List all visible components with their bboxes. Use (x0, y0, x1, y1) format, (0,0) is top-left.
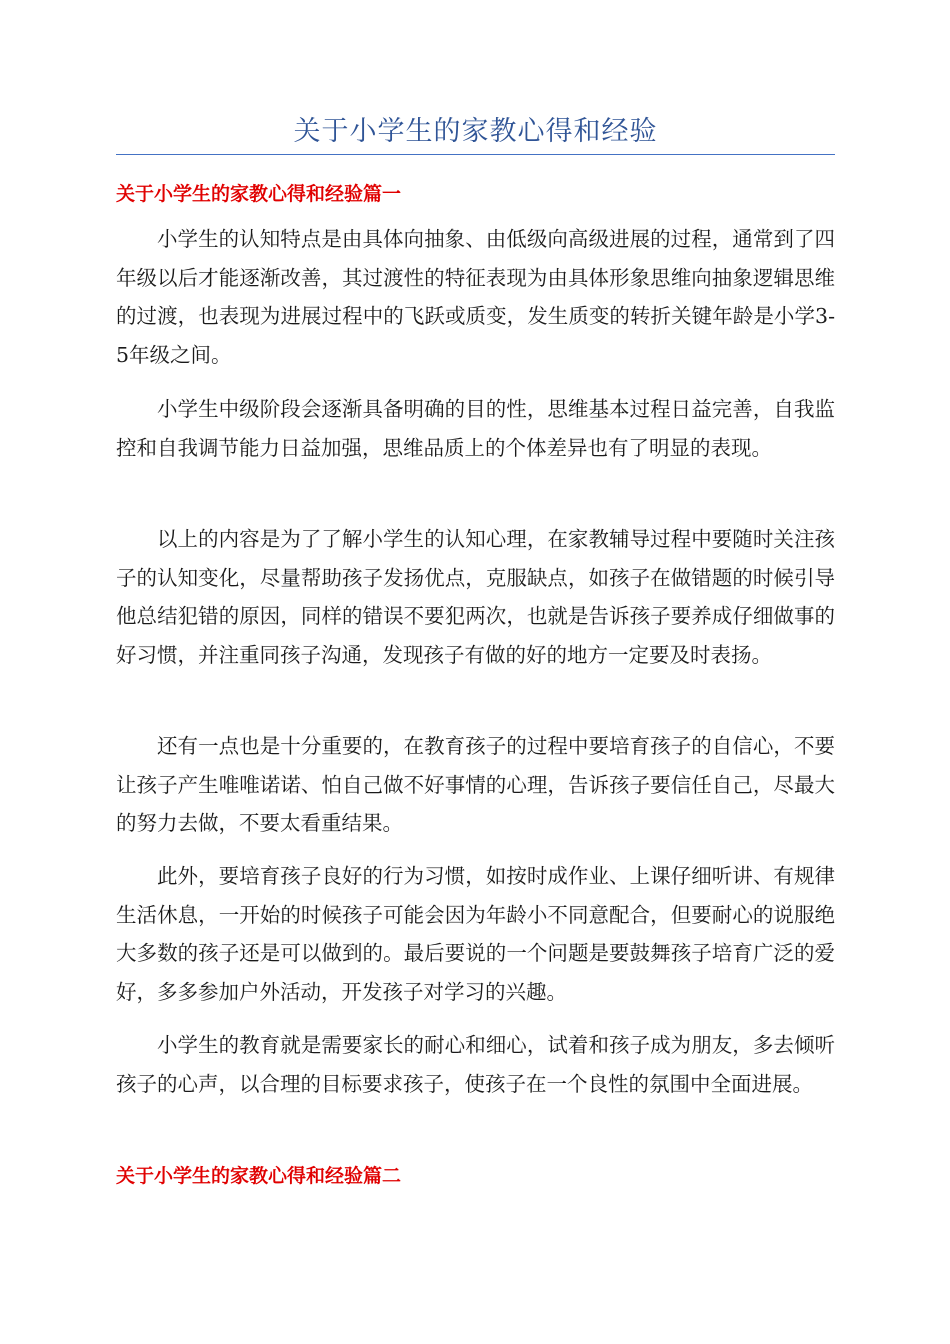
paragraph-6: 小学生的教育就是需要家长的耐心和细心，试着和孩子成为朋友，多去倾听孩子的心声，以合理的目标要求孩子，使孩子在一个良性的氛围中全面进展。 (116, 1033, 835, 1096)
title-underline (116, 154, 835, 155)
document-title: 关于小学生的家教心得和经验 (293, 116, 658, 147)
section-heading-1: 关于小学生的家教心得和经验篇一 (116, 183, 402, 205)
paragraph-1: 小学生的认知特点是由具体向抽象、由低级向高级进展的过程，通常到了四年级以后才能逐渐改善，其过渡性的特征表现为由具体形象思维向抽象逻辑思维的过渡，也表现为进展过程中的飞跃或质变，发生质变的转折关键年龄是小学3-5年级之间。 (116, 227, 835, 367)
paragraph-5: 此外，要培育孩子良好的行为习惯，如按时成作业、上课仔细听讲、有规律生活休息，一开始的时候孩子可能会因为年龄小不同意配合，但要耐心的说服绝大多数的孩子还是可以做到的。最后要说的一个问题是要鼓舞孩子培育广泛的爱好，多多参加户外活动，开发孩子对学习的兴趣。 (116, 864, 835, 1004)
paragraph-3: 以上的内容是为了了解小学生的认知心理，在家教辅导过程中要随时关注孩子的认知变化，尽量帮助孩子发扬优点，克服缺点，如孩子在做错题的时候引导他总结犯错的原因，同样的错误不要犯两次，也就是告诉孩子要养成仔细做事的好习惯，并注重同孩子沟通，发现孩子有做的好的地方一定要及时表扬。 (116, 527, 835, 667)
section-heading-2: 关于小学生的家教心得和经验篇二 (116, 1165, 402, 1187)
paragraph-4: 还有一点也是十分重要的，在教育孩子的过程中要培育孩子的自信心，不要让孩子产生唯唯诺诺、怕自己做不好事情的心理，告诉孩子要信任自己，尽最大的努力去做，不要太看重结果。 (116, 734, 835, 835)
paragraph-2: 小学生中级阶段会逐渐具备明确的目的性，思维基本过程日益完善，自我监控和自我调节能力日益加强，思维品质上的个体差异也有了明显的表现。 (116, 397, 835, 460)
